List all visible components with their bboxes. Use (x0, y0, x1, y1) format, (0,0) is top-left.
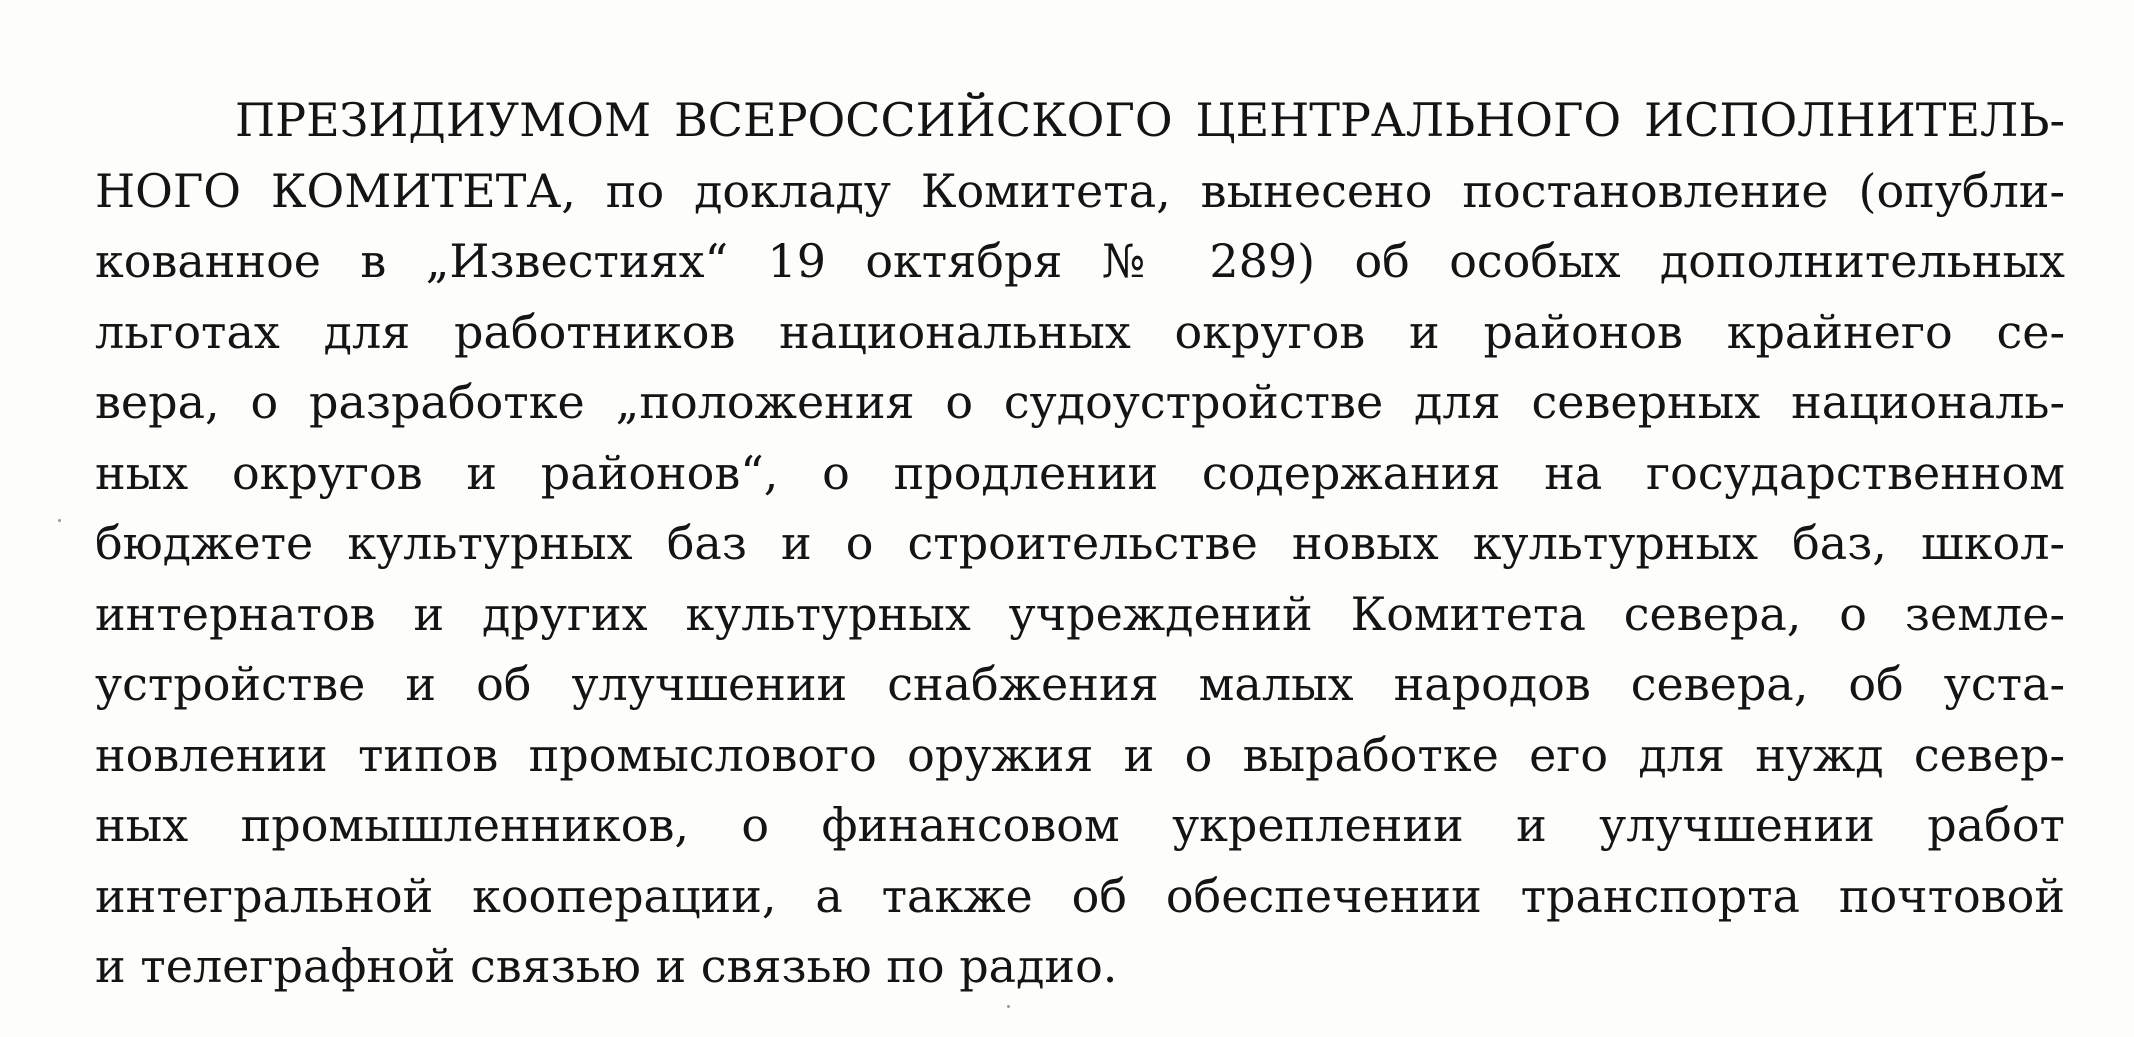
scan-speck (1007, 1005, 1010, 1008)
text-line: ных округов и районов“, о продлении содержания на государственном (95, 445, 2065, 500)
body-paragraph (95, 85, 2065, 1002)
text-line: устройстве и об улучшении снабжения малых народов севера, об уста- (95, 657, 2065, 711)
text-line: интегральной кооперации, а также об обеспечении транспорта почтовой (95, 868, 2065, 923)
text-line: бюджете культурных баз и о строительстве новых культурных баз, школ- (95, 516, 2065, 570)
text-line: вера, о разработке „положения о судоустройстве для северных националь- (95, 375, 2065, 429)
text-line: кованное в „Известиях“ 19 октября № 289) об особых дополнительных (95, 234, 2065, 288)
scan-speck (58, 519, 61, 522)
text-line: новлении типов промыслового оружия и о выработке его для нужд север- (95, 727, 2065, 782)
text-line: ных промышленников, о финансовом укреплении и улучшении работ (95, 798, 2065, 852)
text-line: льготах для работников национальных округов и районов крайнего се- (95, 304, 2065, 359)
text-line: НОГО КОМИТЕТА, по докладу Комитета, вынесено постановление (опубли- (95, 163, 2065, 218)
text-line: и телеграфной связью и связью по радио. (95, 939, 1118, 993)
text-line: ПРЕЗИДИУМОМ ВСЕРОССИЙСКОГО ЦЕНТРАЛЬНОГО ИСПОЛНИТЕЛЬ- (235, 93, 2065, 147)
text-line: интернатов и других культурных учреждений Комитета севера, о земле- (95, 586, 2065, 641)
